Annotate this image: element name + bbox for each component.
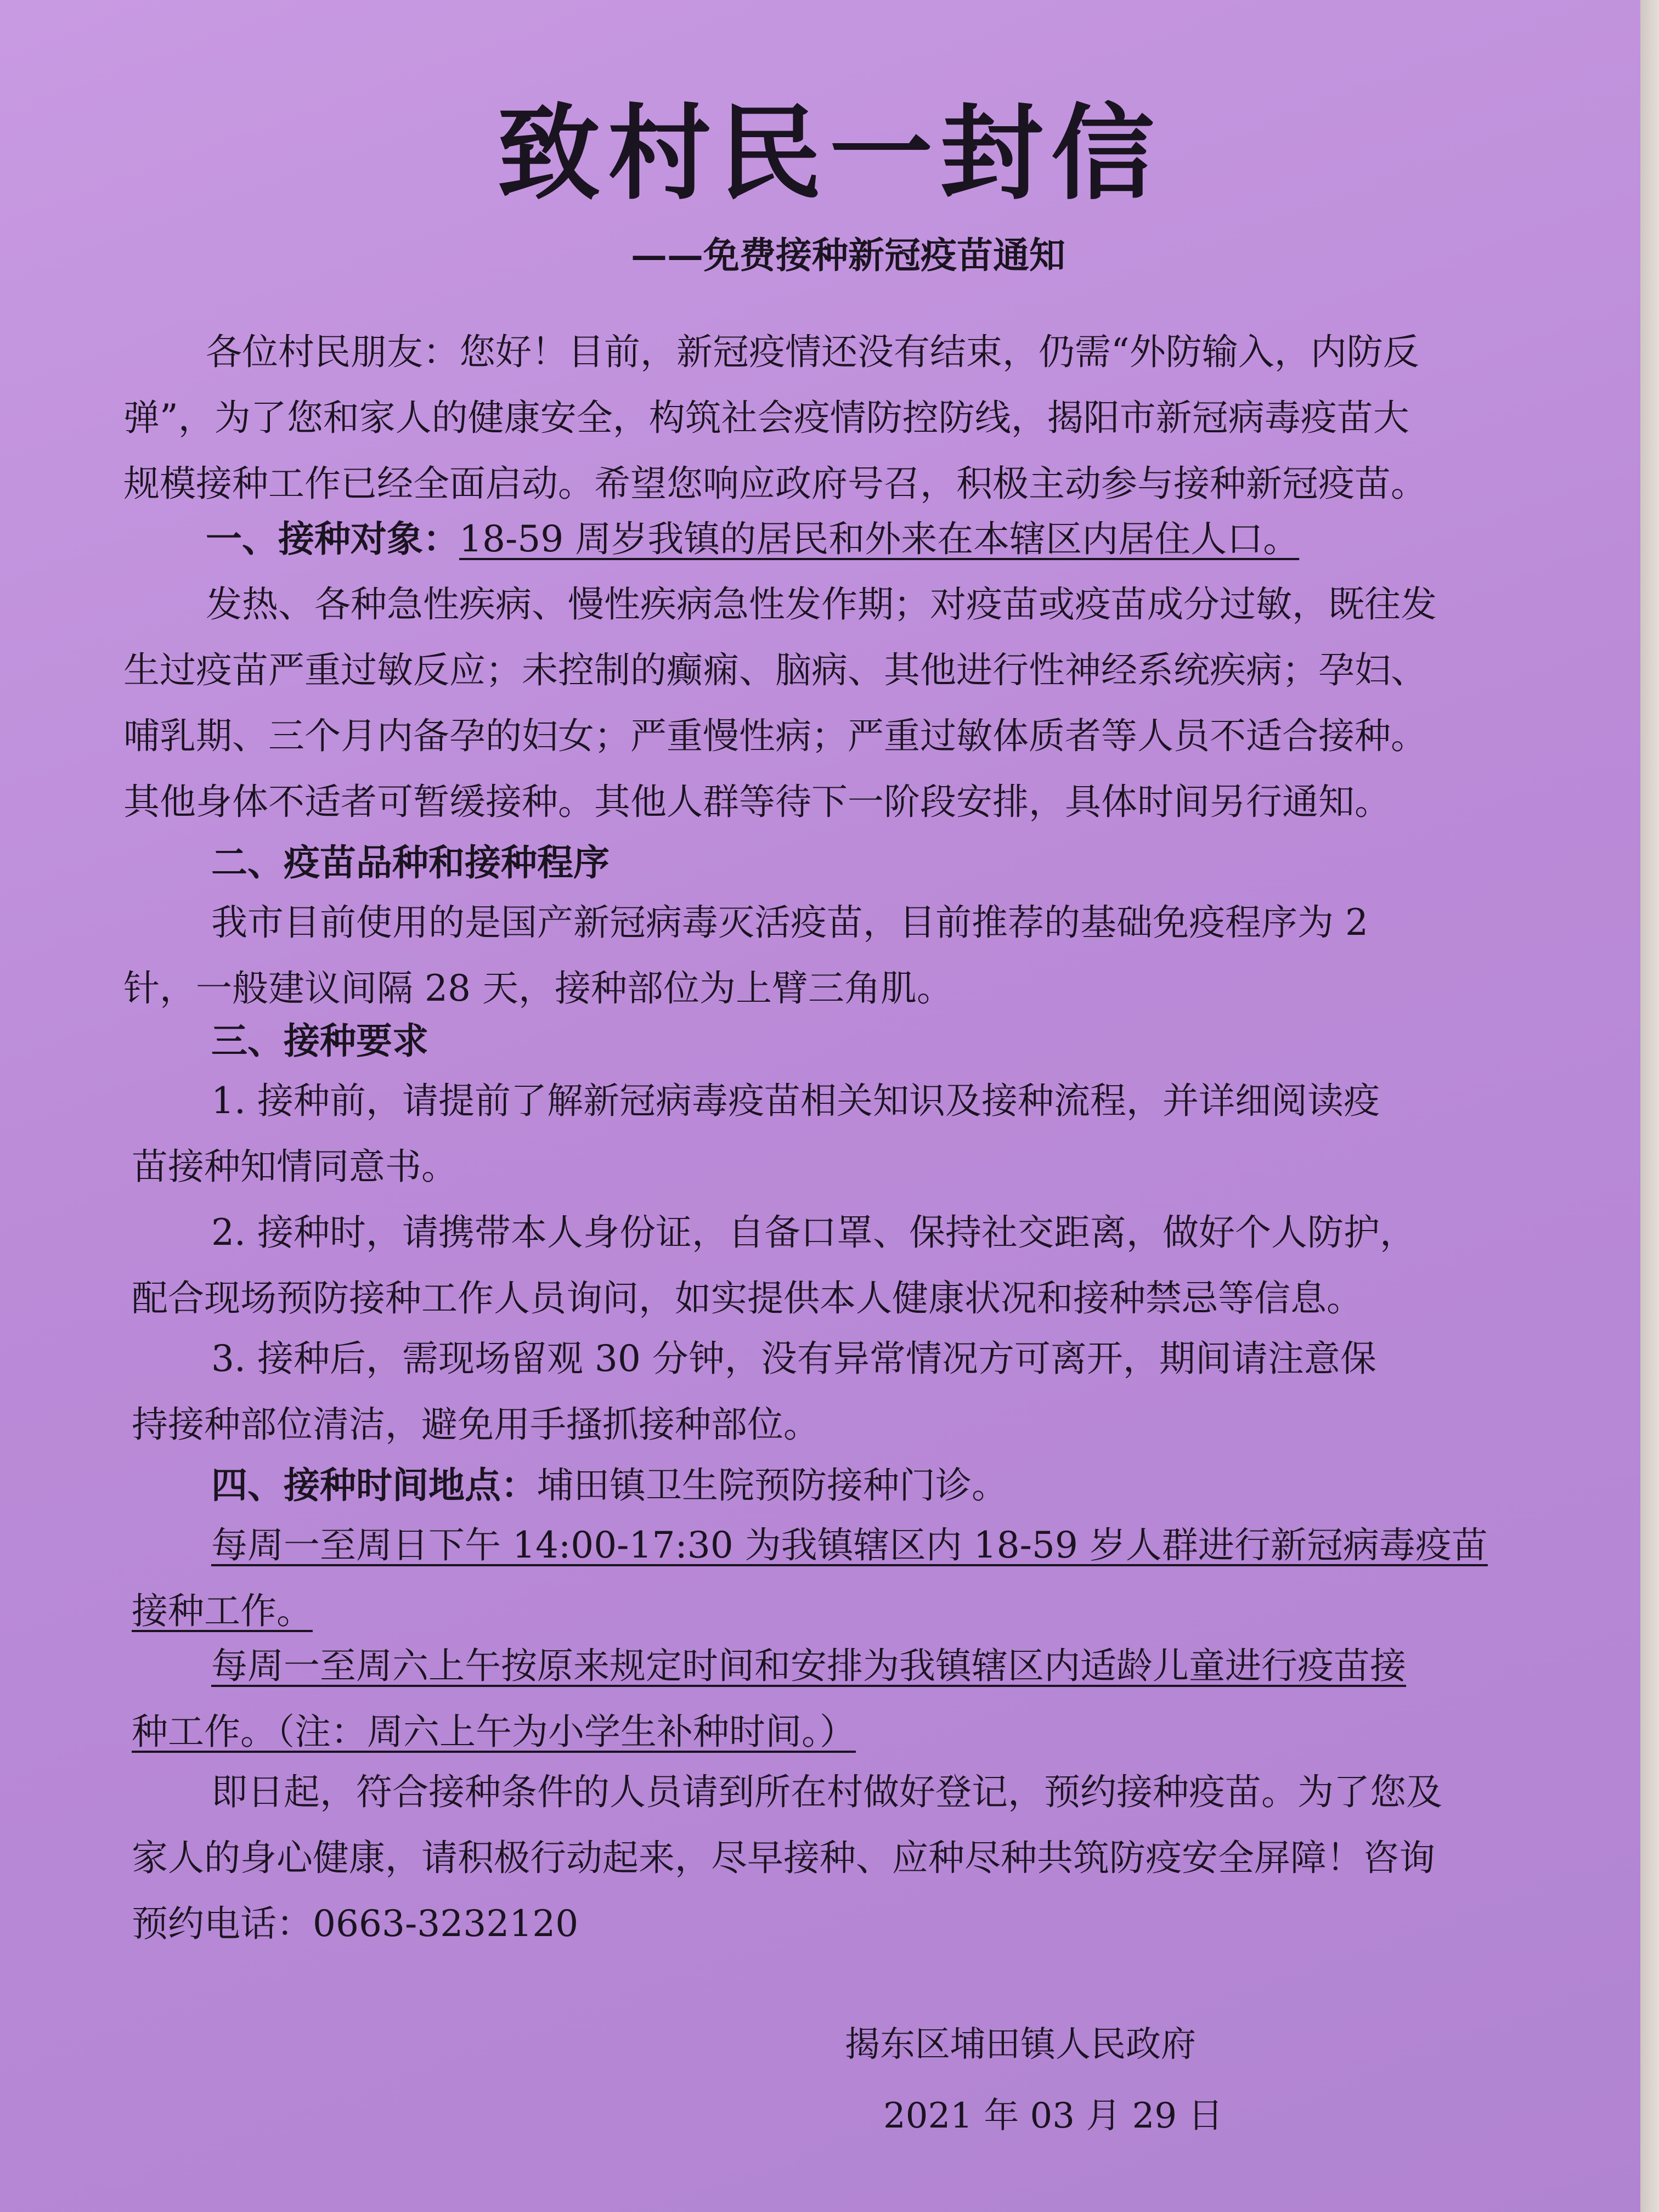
section-2-heading: 二、疫苗品种和接种程序 [211, 841, 610, 884]
page-subtitle: ——免费接种新冠疫苗通知 [631, 234, 1065, 276]
section-4-heading-line [211, 1460, 1008, 1510]
vaccination-place: 埔田镇卫生院预防接种门诊。 [537, 1464, 1008, 1506]
issue-date: 2021 年 03 月 29 日 [883, 2096, 1223, 2136]
requirement-1-line: 1. 接种前，请提前了解新冠病毒疫苗相关知识及接种流程，并详细阅读疫 [211, 1080, 1380, 1122]
section-1-heading-line [206, 514, 1299, 564]
closing-line: 家人的身心健康，请积极行动起来，尽早接种、应种尽种共筑防疫安全屏障！咨询 [132, 1837, 1435, 1879]
section-3-heading: 三、接种要求 [211, 1019, 428, 1062]
intro-line: 规模接种工作已经全面启动。希望您响应政府号召，积极主动参与接种新冠疫苗。 [123, 462, 1427, 505]
schedule-children-line: 种工作。（注：周六上午为小学生补种时间。） [132, 1711, 856, 1753]
page-title: 致村民一封信 [497, 93, 1162, 214]
section-1-heading: 一、接种对象： [206, 517, 459, 560]
section-2-line: 我市目前使用的是国产新冠病毒灭活疫苗，目前推荐的基础免疫程序为 2 [211, 901, 1368, 944]
contraindication-line: 生过疫苗严重过敏反应；未控制的癫痫、脑病、其他进行性神经系统疾病；孕妇、 [123, 649, 1427, 691]
intro-line: 弹”，为了您和家人的健康安全，构筑社会疫情防控防线，揭阳市新冠病毒疫苗大 [123, 397, 1409, 439]
schedule-adults-line: 每周一至周日下午 14:00-17:30 为我镇辖区内 18-59 岁人群进行新冠病毒疫苗 [211, 1524, 1488, 1566]
requirement-3-line: 持接种部位清洁，避免用手搔抓接种部位。 [132, 1403, 820, 1446]
section-2-line: 针，一般建议间隔 28 天，接种部位为上臂三角肌。 [123, 967, 953, 1009]
requirement-2-line: 配合现场预防接种工作人员询问，如实提供本人健康状况和接种禁忌等信息。 [132, 1277, 1363, 1319]
contraindication-line: 发热、各种急性疾病、慢性疾病急性发作期；对疫苗或疫苗成分过敏，既往发 [206, 583, 1437, 625]
vaccination-target: 18-59 周岁我镇的居民和外来在本辖区内居住人口。 [459, 518, 1300, 560]
section-4-heading: 四、接种时间地点： [211, 1464, 537, 1506]
closing-line: 即日起，符合接种条件的人员请到所在村做好登记，预约接种疫苗。为了您及 [211, 1771, 1442, 1813]
contraindication-line: 哺乳期、三个月内备孕的妇女；严重慢性病；严重过敏体质者等人员不适合接种。 [123, 715, 1427, 757]
intro-line: 各位村民朋友：您好！目前，新冠疫情还没有结束，仍需“外防输入，内防反 [206, 331, 1419, 373]
contraindication-line: 其他身体不适者可暂缓接种。其他人群等待下一阶段安排，具体时间另行通知。 [123, 781, 1391, 823]
consultation-phone: 预约电话：0663-3232120 [132, 1903, 579, 1945]
schedule-children-line: 每周一至周六上午按原来规定时间和安排为我镇辖区内适龄儿童进行疫苗接 [211, 1645, 1406, 1687]
issuing-authority: 揭东区埔田镇人民政府 [845, 2024, 1196, 2065]
requirement-3-line: 3. 接种后，需现场留观 30 分钟，没有异常情况方可离开，期间请注意保 [211, 1338, 1376, 1380]
schedule-adults-line: 接种工作。 [132, 1590, 313, 1632]
requirement-2-line: 2. 接种时，请携带本人身份证，自备口罩、保持社交距离，做好个人防护， [211, 1211, 1416, 1254]
requirement-1-line: 苗接种知情同意书。 [132, 1146, 458, 1188]
paper-edge [1640, 0, 1659, 2212]
